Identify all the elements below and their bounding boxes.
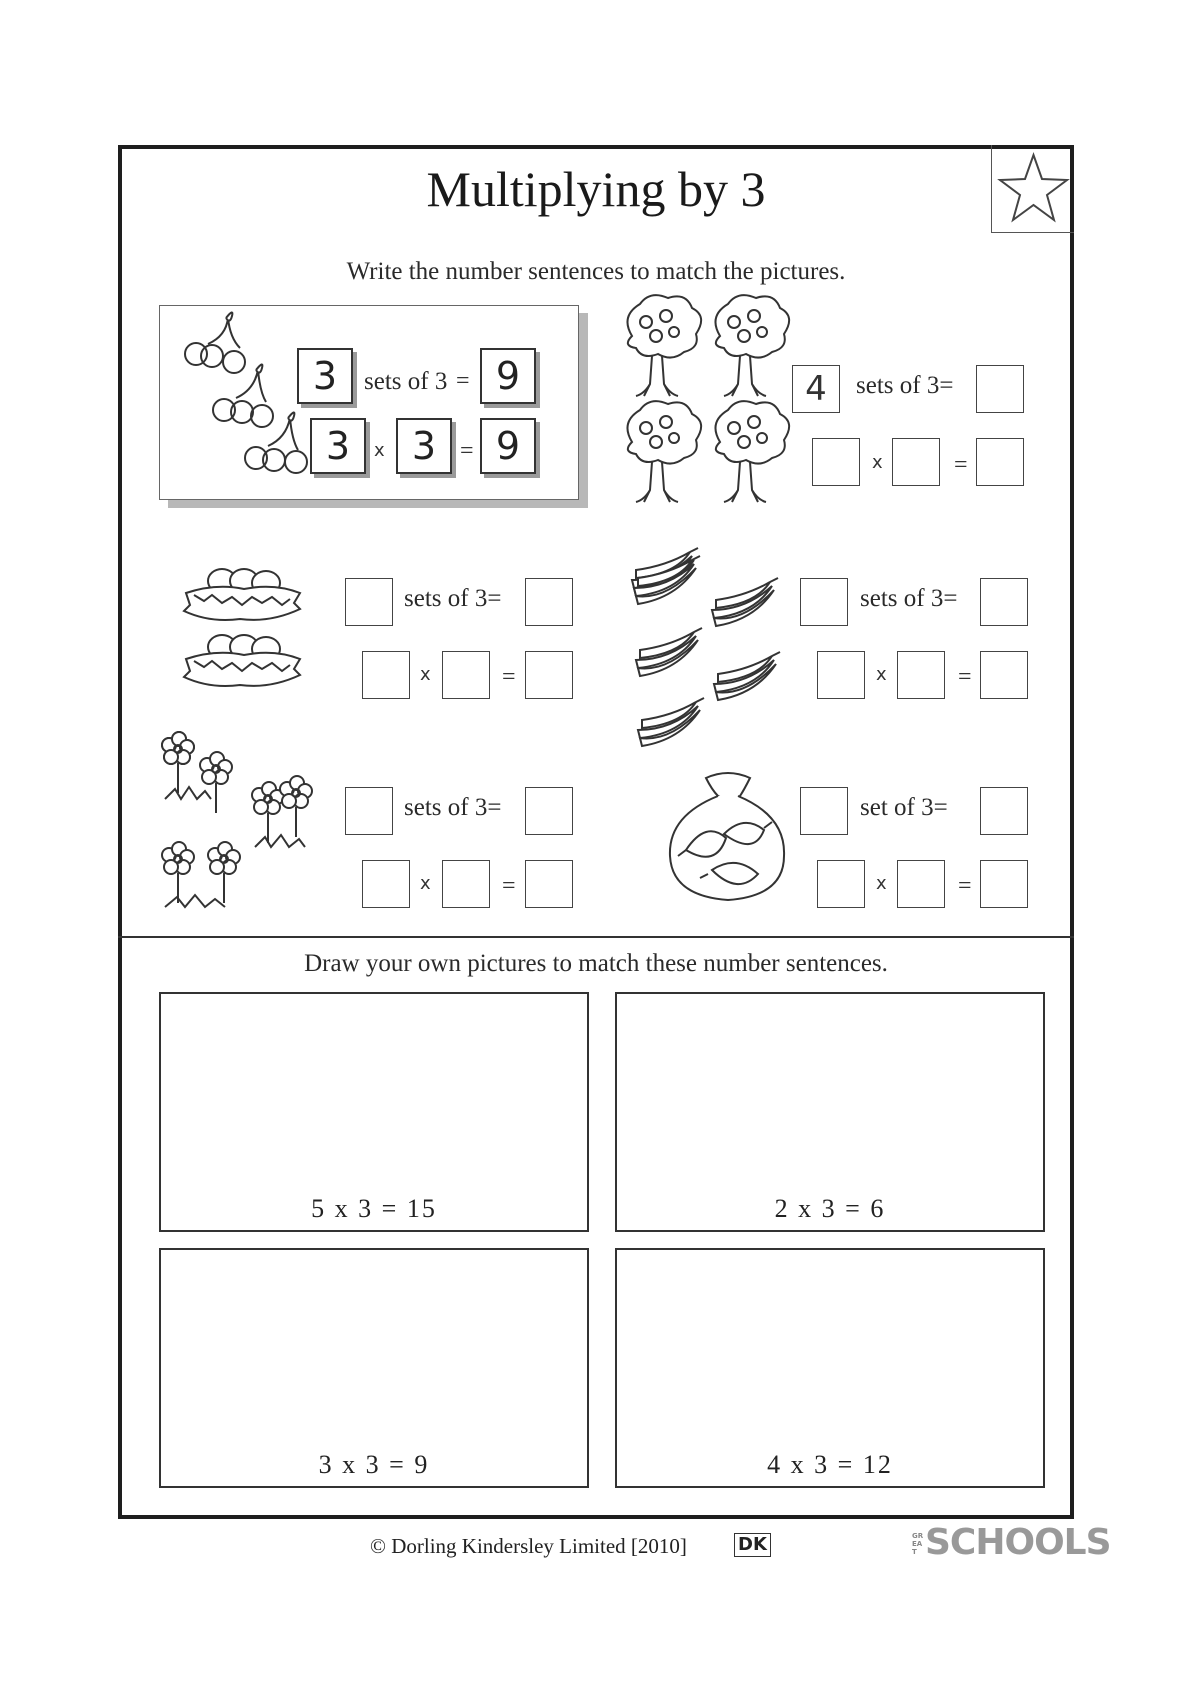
trees-product-box[interactable] <box>976 365 1024 413</box>
candy-bag-icon <box>668 770 788 905</box>
trees-sets-box: 4 <box>792 365 840 413</box>
flowers-factor-b-box[interactable] <box>442 860 490 908</box>
bananas-sets-box[interactable] <box>800 578 848 626</box>
candy-product-box[interactable] <box>980 787 1028 835</box>
brand-small: GREAT <box>912 1532 924 1556</box>
candy-equals: = <box>958 873 972 899</box>
example-panel <box>159 305 579 500</box>
draw-sentence-4: 4 x 3 = 12 <box>767 1450 893 1479</box>
flowers-sets-box[interactable] <box>345 787 393 835</box>
nests-times: x <box>420 664 431 685</box>
candy-factor-a-box[interactable] <box>817 860 865 908</box>
instruction-bottom: Draw your own pictures to match these number sentences. <box>304 950 888 977</box>
nests-factor-b-box[interactable] <box>442 651 490 699</box>
nest-icon <box>180 565 310 685</box>
bananas-icon <box>630 550 800 750</box>
dk-logo: DK <box>734 1533 771 1557</box>
example-product-box: 9 <box>480 348 536 404</box>
drawing-box-1[interactable] <box>159 992 589 1232</box>
drawing-box-4[interactable] <box>615 1248 1045 1488</box>
cherries-icon <box>168 306 308 491</box>
bananas-equals: = <box>958 664 972 690</box>
nests-factor-a-box[interactable] <box>362 651 410 699</box>
trees-factor-b-box[interactable] <box>892 438 940 486</box>
nests-product-box[interactable] <box>525 578 573 626</box>
example-factor-a-box: 3 <box>310 418 366 474</box>
draw-sentence-1: 5 x 3 = 15 <box>311 1194 437 1223</box>
example-sets-box: 3 <box>297 348 353 404</box>
candy-sets-box[interactable] <box>800 787 848 835</box>
flowers-sets-label: sets of 3= <box>404 794 502 821</box>
trees-equals: = <box>954 452 968 478</box>
example-factor-b-box: 3 <box>396 418 452 474</box>
candy-result-box[interactable] <box>980 860 1028 908</box>
example-times: x <box>374 440 385 461</box>
trees-factor-a-box[interactable] <box>812 438 860 486</box>
tree-icon <box>612 292 792 507</box>
flowers-equals: = <box>502 873 516 899</box>
page-title: Multiplying by 3 <box>426 161 766 217</box>
drawing-box-3[interactable] <box>159 1248 589 1488</box>
draw-sentence-3: 3 x 3 = 9 <box>318 1450 430 1479</box>
section-divider <box>118 936 1074 938</box>
flowers-product-box[interactable] <box>525 787 573 835</box>
bananas-product-box[interactable] <box>980 578 1028 626</box>
nests-equals: = <box>502 664 516 690</box>
example-result-box: 9 <box>480 418 536 474</box>
instruction-top: Write the number sentences to match the pictures. <box>346 258 846 285</box>
flowers-factor-a-box[interactable] <box>362 860 410 908</box>
flowers-result-box[interactable] <box>525 860 573 908</box>
candy-factor-b-box[interactable] <box>897 860 945 908</box>
nests-sets-label: sets of 3= <box>404 585 502 612</box>
bananas-sets-label: sets of 3= <box>860 585 958 612</box>
example-sets-label: sets of 3 <box>364 368 448 395</box>
bananas-result-box[interactable] <box>980 651 1028 699</box>
candy-times: x <box>876 873 887 894</box>
brand-logo: SCHOOLS <box>925 1522 1111 1563</box>
nests-result-box[interactable] <box>525 651 573 699</box>
candy-sets-label: set of 3= <box>860 794 948 821</box>
draw-sentence-2: 2 x 3 = 6 <box>774 1194 886 1223</box>
trees-sets-label: sets of 3= <box>856 372 954 399</box>
flowers-times: x <box>420 873 431 894</box>
drawing-box-2[interactable] <box>615 992 1045 1232</box>
bananas-times: x <box>876 664 887 685</box>
bananas-factor-a-box[interactable] <box>817 651 865 699</box>
nests-sets-box[interactable] <box>345 578 393 626</box>
example-equals: = <box>456 368 470 394</box>
bananas-factor-b-box[interactable] <box>897 651 945 699</box>
trees-times: x <box>872 452 883 473</box>
copyright: © Dorling Kindersley Limited [2010] <box>370 1534 687 1558</box>
flower-icon <box>155 735 325 915</box>
example-equals-2: = <box>460 438 474 464</box>
trees-result-box[interactable] <box>976 438 1024 486</box>
